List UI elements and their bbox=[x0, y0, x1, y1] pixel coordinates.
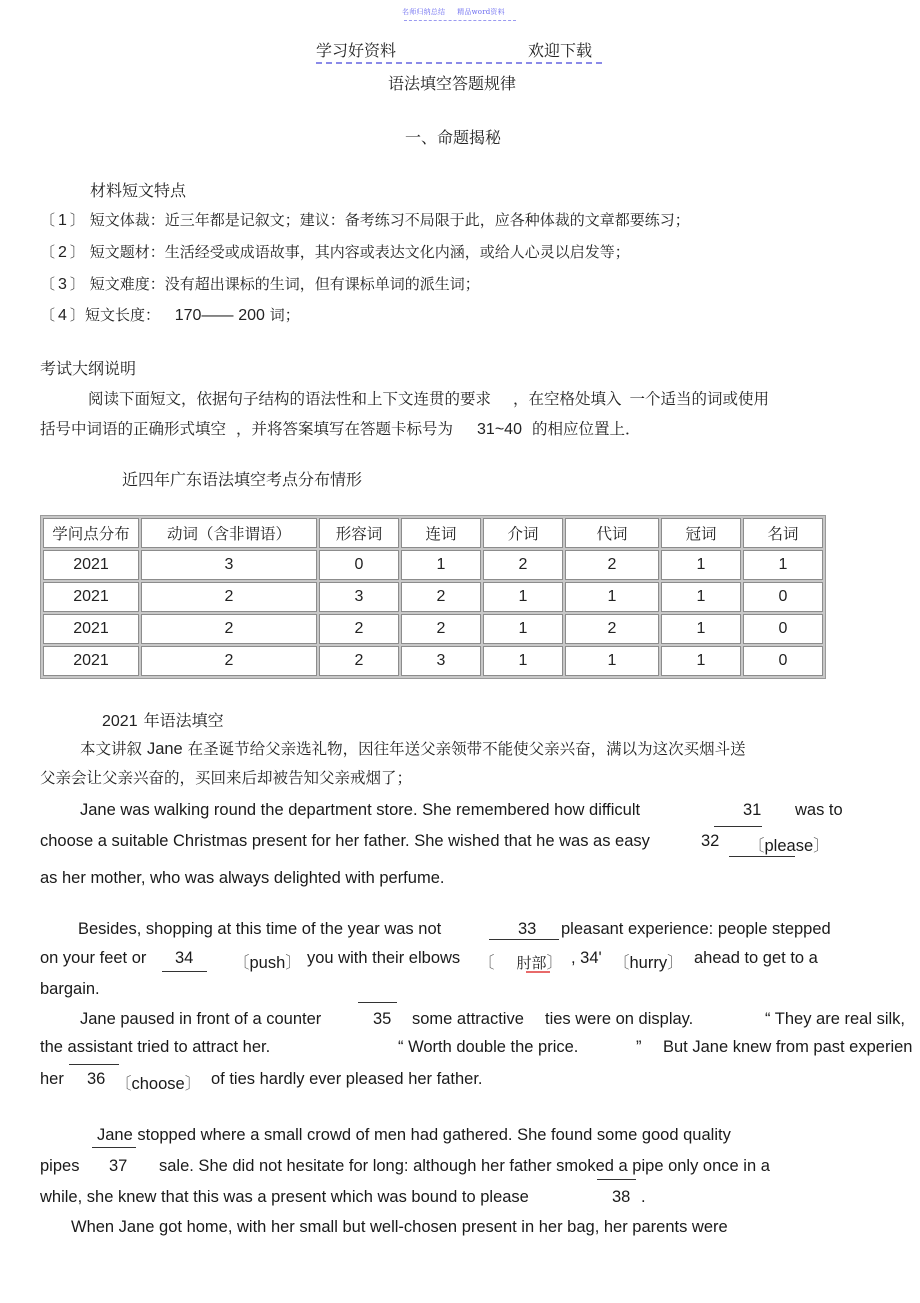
table-title: 近四年广东语法填空考点分布情形 bbox=[122, 470, 363, 489]
item-text: 短文体裁：近三年都是记叙文；建议：备考练习不局限于此，应各种体裁的文章都要练习； bbox=[89, 211, 690, 229]
item-suffix: 词； bbox=[269, 306, 300, 324]
item-number: 3 bbox=[58, 276, 67, 293]
table-cell-count: 2 bbox=[483, 550, 563, 580]
table-row bbox=[43, 646, 823, 676]
blank-34-prime: , 34' bbox=[571, 949, 602, 967]
section-title: 一、命题揭秘 bbox=[405, 128, 502, 147]
header-right: 欢迎下载 bbox=[528, 41, 593, 60]
watermark-right: 精品word资料 bbox=[457, 8, 505, 16]
blank-35-line bbox=[358, 1002, 397, 1003]
underline-smoked bbox=[597, 1179, 636, 1180]
watermark bbox=[402, 7, 517, 17]
table-cell-count: 2 bbox=[319, 614, 399, 644]
summary-line-2: 父亲会让父亲兴奋的，买回来后却被告知父亲戒烟了； bbox=[40, 769, 413, 787]
table-cell-count: 2 bbox=[401, 614, 481, 644]
passage-p2-line2: on your feet or bbox=[40, 949, 147, 967]
table-cell-count: 2 bbox=[565, 550, 659, 580]
table-cell-count: 1 bbox=[483, 614, 563, 644]
outline-line-2: 括号中词语的正确形式填空 ，并将答案填写在答题卡标号为 31~40 的相应位置上． bbox=[40, 420, 641, 438]
header-left: 学习好资料 bbox=[316, 41, 397, 60]
table-cell-year: 2021 bbox=[43, 646, 139, 676]
passage-p2-line1-end: pleasant experience: people stepped bbox=[561, 920, 831, 938]
item-number: 4 bbox=[58, 307, 67, 324]
item-number: 1 bbox=[58, 212, 67, 229]
hint-elbow: 〔 肘部〕 bbox=[478, 954, 564, 972]
table-cell-year: 2021 bbox=[43, 582, 139, 612]
passage-p2-line1: Besides, shopping at this time of the year was not bbox=[78, 920, 442, 938]
passage-p2-line3: bargain. bbox=[40, 980, 100, 998]
passage-p4-line2: pipes bbox=[40, 1157, 80, 1175]
table-row bbox=[43, 550, 823, 580]
item-text: 短文长度： bbox=[84, 306, 160, 324]
list-item: 〔 3 〕 短文难度：没有超出课标的生词，但有课标单词的派生词； bbox=[40, 275, 480, 293]
table-cell-count: 1 bbox=[401, 550, 481, 580]
range-from: 170 bbox=[174, 307, 202, 324]
table-cell-count: 0 bbox=[319, 550, 399, 580]
passage-p1-line1: Jane was walking round the department store. She remembered how difficult bbox=[80, 801, 641, 819]
table-header-row bbox=[43, 518, 823, 548]
passage-p3-line1: Jane paused in front of a counter bbox=[80, 1010, 322, 1028]
passage-p3-line1-d: “ They are real silk, bbox=[765, 1010, 905, 1028]
blank-31: 31 bbox=[743, 801, 762, 819]
table-cell-count: 2 bbox=[141, 582, 317, 612]
table-row bbox=[43, 582, 823, 612]
range-to: 200 bbox=[238, 307, 265, 324]
passage-p3-line2-d: But Jane knew from past experien bbox=[663, 1038, 913, 1056]
blank-36-line bbox=[69, 1064, 119, 1065]
watermark-left: 名师归纳总结 bbox=[402, 8, 446, 16]
blank-range: 31~40 bbox=[477, 421, 522, 438]
blank-32-line bbox=[729, 856, 795, 857]
blank-32: 32 bbox=[701, 832, 720, 850]
blank-34: 34 bbox=[175, 949, 194, 967]
table-header: 代词 bbox=[565, 518, 659, 548]
table-header: 介词 bbox=[483, 518, 563, 548]
table-cell-count: 2 bbox=[401, 582, 481, 612]
table-cell-count: 1 bbox=[661, 646, 741, 676]
table-cell-count: 1 bbox=[661, 614, 741, 644]
section-subtitle: 材料短文特点 bbox=[90, 181, 187, 200]
passage-p1-line2: choose a suitable Christmas present for her father. She wished that he was as easy bbox=[40, 832, 650, 850]
range-separator: —— bbox=[201, 307, 234, 324]
passage-p4-line3: while, she knew that this was a present which was bound to please bbox=[40, 1188, 529, 1206]
underline-jane bbox=[92, 1147, 136, 1148]
hint-32: 〔please〕 bbox=[748, 837, 830, 855]
passage-p4-line2-end: sale. She did not hesitate for long: although her father smoked a pipe only once in a bbox=[159, 1157, 770, 1175]
table-header: 形容词 bbox=[319, 518, 399, 548]
item-text: 短文难度：没有超出课标的生词，但有课标单词的派生词； bbox=[89, 275, 480, 293]
exercise-title: 2021 年语法填空 bbox=[102, 711, 224, 730]
list-item: 〔 4 〕短文长度： 170—— 200 词； bbox=[40, 306, 300, 324]
blank-34-line bbox=[162, 971, 207, 972]
passage-p4-line4: When Jane got home, with her small but well-chosen present in her bag, her parents were bbox=[71, 1218, 728, 1236]
item-number: 2 bbox=[58, 244, 67, 261]
passage-p1-line3: as her mother, who was always delighted with perfume. bbox=[40, 869, 445, 887]
passage-p1-line1-end: was to bbox=[795, 801, 843, 819]
summary-line-1: 本文讲叙 Jane 在圣诞节给父亲选礼物，因往年送父亲领带不能使父亲兴奋，满以为这次买烟斗送 bbox=[80, 740, 746, 758]
table-row bbox=[43, 614, 823, 644]
passage-p2-line2-end: ahead to get to a bbox=[694, 949, 818, 967]
stats-table bbox=[40, 515, 826, 679]
passage-p3-line3: her bbox=[40, 1070, 64, 1088]
table-cell-count: 3 bbox=[319, 582, 399, 612]
table-cell-count: 1 bbox=[483, 582, 563, 612]
table-cell-count: 3 bbox=[141, 550, 317, 580]
outline-line-1: 阅读下面短文，依据句子结构的语法性和上下文连贯的要求 ，在空格处填入 一个适当的词或使用 bbox=[88, 390, 770, 408]
blank-33: 33 bbox=[518, 920, 537, 938]
passage-p3-line1-c: ties were on display. bbox=[545, 1010, 694, 1028]
spell-check-underline bbox=[526, 971, 550, 973]
table-cell-count: 1 bbox=[661, 582, 741, 612]
table-cell-count: 2 bbox=[141, 614, 317, 644]
header-divider bbox=[316, 62, 602, 64]
list-item: 〔 2 〕 短文题材：生活经受或成语故事，其内容或表达文化内涵，或给人心灵以启发等； bbox=[40, 243, 630, 261]
list-item: 〔 1 〕 短文体裁：近三年都是记叙文；建议：备考练习不局限于此，应各种体裁的文章都要练习； bbox=[40, 211, 690, 229]
passage-p2-line2-mid: you with their elbows bbox=[307, 949, 461, 967]
blank-33-line bbox=[489, 939, 559, 940]
table-cell-count: 0 bbox=[743, 582, 823, 612]
item-text: 短文题材：生活经受或成语故事，其内容或表达文化内涵，或给人心灵以启发等； bbox=[89, 243, 630, 261]
table-cell-count: 2 bbox=[319, 646, 399, 676]
table-cell-count: 0 bbox=[743, 614, 823, 644]
blank-36: 36 bbox=[87, 1070, 106, 1088]
table-header: 学问点分布 bbox=[43, 518, 139, 548]
passage-p3-line2-quote: ” bbox=[636, 1038, 642, 1056]
blank-38: 38 bbox=[612, 1188, 631, 1206]
passage-p3-line2: the assistant tried to attract her. bbox=[40, 1038, 271, 1056]
passage-p3-line3-end: of ties hardly ever pleased her father. bbox=[211, 1070, 483, 1088]
blank-35: 35 bbox=[373, 1010, 392, 1028]
hint-34-prime: 〔hurry〕 bbox=[613, 954, 684, 972]
blank-37: 37 bbox=[109, 1157, 128, 1175]
table-header: 动词（含非谓语） bbox=[141, 518, 317, 548]
table-header: 名词 bbox=[743, 518, 823, 548]
passage-p3-line2-b: “ Worth double the price. bbox=[398, 1038, 579, 1056]
table-cell-count: 1 bbox=[661, 550, 741, 580]
table-header: 冠词 bbox=[661, 518, 741, 548]
watermark-divider bbox=[404, 20, 516, 21]
table-cell-year: 2021 bbox=[43, 550, 139, 580]
table-cell-count: 3 bbox=[401, 646, 481, 676]
table-cell-count: 0 bbox=[743, 646, 823, 676]
outline-title: 考试大纲说明 bbox=[40, 359, 137, 378]
blank-31-line bbox=[714, 826, 762, 827]
table-header: 连词 bbox=[401, 518, 481, 548]
document-title: 语法填空答题规律 bbox=[388, 74, 517, 93]
hint-34: 〔push〕 bbox=[233, 954, 302, 972]
table-cell-count: 1 bbox=[743, 550, 823, 580]
passage-p3-line1-b: some attractive bbox=[412, 1010, 524, 1028]
passage-p4-line1: Jane stopped where a small crowd of men had gathered. She found some good quality bbox=[97, 1126, 731, 1144]
hint-36: 〔choose〕 bbox=[115, 1075, 202, 1093]
table-cell-count: 1 bbox=[565, 582, 659, 612]
table-cell-year: 2021 bbox=[43, 614, 139, 644]
exercise-year: 2021 bbox=[102, 713, 138, 730]
passage-p4-line3-end: . bbox=[641, 1188, 646, 1206]
table-cell-count: 2 bbox=[141, 646, 317, 676]
table-cell-count: 1 bbox=[483, 646, 563, 676]
table-cell-count: 1 bbox=[565, 646, 659, 676]
table-cell-count: 2 bbox=[565, 614, 659, 644]
